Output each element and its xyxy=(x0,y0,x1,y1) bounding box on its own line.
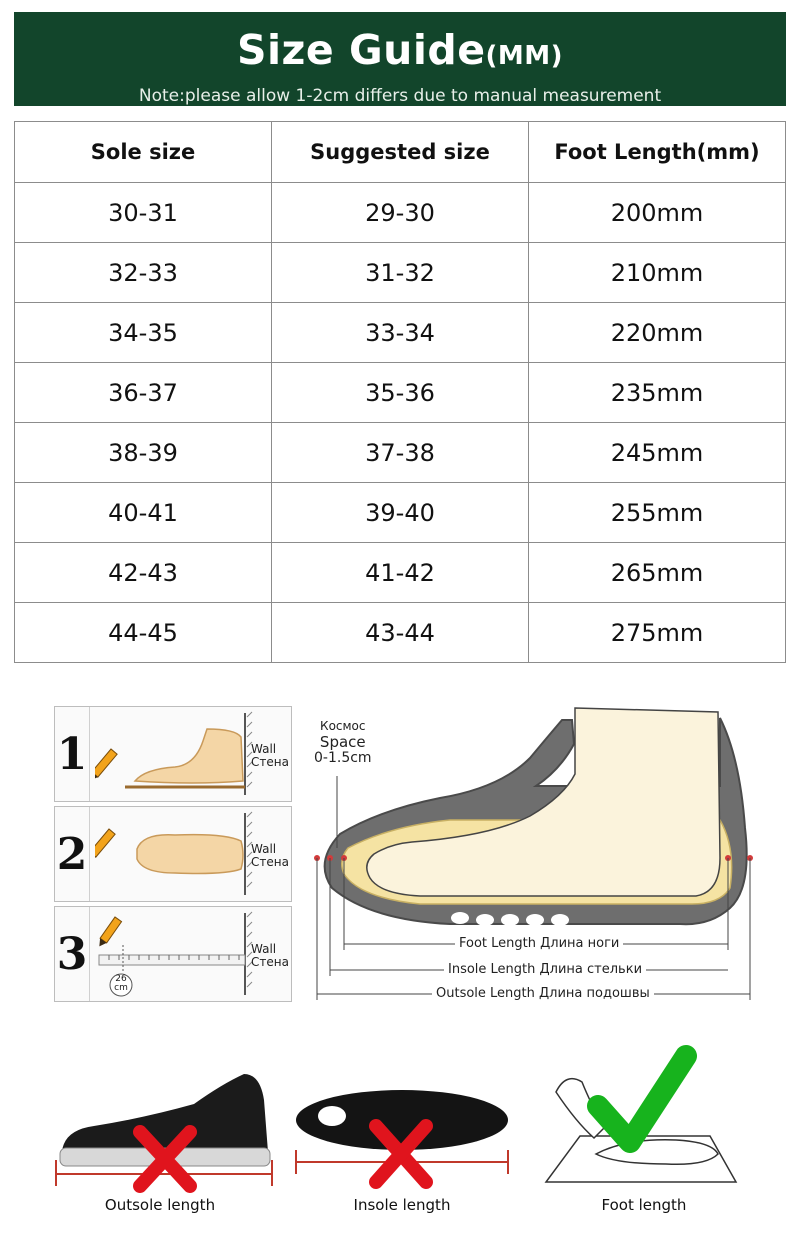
outsole-caption: Outsole length xyxy=(104,1196,216,1214)
wall-label-ru: Стена xyxy=(251,855,289,869)
foot-length-cell: 275mm xyxy=(529,603,786,663)
table-row xyxy=(15,183,786,243)
wall-label xyxy=(251,743,289,769)
ruler-value: 26 xyxy=(115,974,127,984)
sole-size-cell: 30-31 xyxy=(15,183,272,243)
table-row xyxy=(15,363,786,423)
foot-side-illustration xyxy=(95,711,255,797)
wall-label-ru: Стена xyxy=(251,755,289,769)
space-label-en: Space xyxy=(319,733,366,751)
wall-label xyxy=(251,943,289,969)
check-icon xyxy=(598,1056,686,1142)
sole-size-cell: 32-33 xyxy=(15,243,272,303)
measurement-note: Note:please allow 1-2cm differs due to manual measurement xyxy=(138,86,662,106)
insole-logo xyxy=(318,1106,346,1126)
foot-length-label: Foot Length Длина ноги xyxy=(455,936,623,951)
suggested-size-cell: 37-38 xyxy=(272,423,529,483)
step-number: 3 xyxy=(55,907,90,1001)
suggested-size-cell: 33-34 xyxy=(272,303,529,363)
step-number: 2 xyxy=(55,807,90,901)
suggested-size-cell: 35-36 xyxy=(272,363,529,423)
foot-caption: Foot length xyxy=(601,1196,687,1214)
measurement-comparison xyxy=(0,1040,800,1240)
title-text: Size Guide xyxy=(236,26,486,74)
sole-size-cell: 38-39 xyxy=(15,423,272,483)
foot-length-cell: 265mm xyxy=(529,543,786,603)
space-label xyxy=(314,718,372,766)
table-row xyxy=(15,543,786,603)
wall-label xyxy=(251,843,289,869)
foot-length-cell: 200mm xyxy=(529,183,786,243)
step-number: 1 xyxy=(55,707,90,801)
space-range: 0-1.5cm xyxy=(314,750,372,766)
outsole-length-label: Outsole Length Длина подошвы xyxy=(432,986,654,1001)
table-row xyxy=(15,243,786,303)
foot-measure-illustration xyxy=(536,1042,748,1192)
sneaker-upper xyxy=(62,1074,268,1152)
title-unit: (MM) xyxy=(485,41,564,71)
page-title xyxy=(14,26,786,80)
foot-length-cell: 220mm xyxy=(529,303,786,363)
table-header-row xyxy=(15,122,786,183)
foot-length-cell: 235mm xyxy=(529,363,786,423)
wall-label-en: Wall xyxy=(251,942,277,956)
insole-length-label: Insole Length Длина стельки xyxy=(444,962,646,977)
space-label-ru: Космос xyxy=(320,719,366,733)
size-guide-banner xyxy=(14,12,786,106)
foot-length-cell: 255mm xyxy=(529,483,786,543)
table-row xyxy=(15,423,786,483)
sole-size-cell: 44-45 xyxy=(15,603,272,663)
suggested-size-cell: 41-42 xyxy=(272,543,529,603)
table-row xyxy=(15,303,786,363)
header-foot-length: Foot Length(mm) xyxy=(529,122,786,183)
step-3-panel xyxy=(54,906,292,1002)
table-row xyxy=(15,603,786,663)
step-2-panel xyxy=(54,806,292,902)
suggested-size-cell: 39-40 xyxy=(272,483,529,543)
sole-size-cell: 40-41 xyxy=(15,483,272,543)
foot-outline xyxy=(596,1140,718,1165)
foot-length-cell: 210mm xyxy=(529,243,786,303)
suggested-size-cell: 29-30 xyxy=(272,183,529,243)
sole-size-cell: 36-37 xyxy=(15,363,272,423)
sole-size-cell: 34-35 xyxy=(15,303,272,363)
insole-illustration xyxy=(292,1086,512,1196)
insole-caption: Insole length xyxy=(353,1196,451,1214)
size-table xyxy=(14,121,786,663)
sole-size-cell: 42-43 xyxy=(15,543,272,603)
suggested-size-cell: 31-32 xyxy=(272,243,529,303)
wall-label-en: Wall xyxy=(251,742,277,756)
suggested-size-cell: 43-44 xyxy=(272,603,529,663)
table-row xyxy=(15,483,786,543)
ruler-reading xyxy=(111,975,131,993)
wall-label-en: Wall xyxy=(251,842,277,856)
foot-top-illustration xyxy=(95,811,255,897)
ruler-unit: cm xyxy=(114,983,128,993)
measurement-diagram xyxy=(0,690,800,1020)
header-sole-size: Sole size xyxy=(15,122,272,183)
step-1-panel xyxy=(54,706,292,802)
sneaker-illustration xyxy=(54,1060,276,1200)
foot-length-cell: 245mm xyxy=(529,423,786,483)
wall-label-ru: Стена xyxy=(251,955,289,969)
header-suggested-size: Suggested size xyxy=(272,122,529,183)
